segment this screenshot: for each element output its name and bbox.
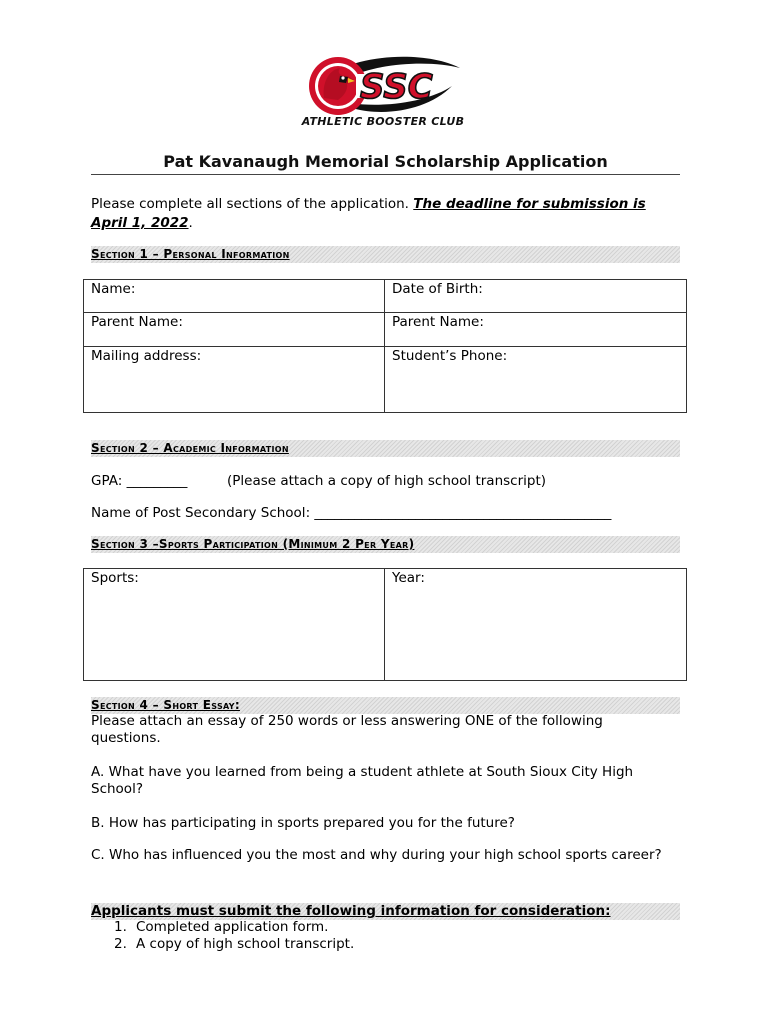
essay-instructions: Please attach an essay of 250 words or less answering ONE of the following questions. xyxy=(91,713,603,746)
gpa-note: (Please attach a copy of high school transcript) xyxy=(227,473,547,489)
parent-name-field-1[interactable]: Parent Name: xyxy=(84,313,385,347)
parent-name-field-2[interactable]: Parent Name: xyxy=(385,313,687,347)
requirements-header xyxy=(91,903,680,920)
title-divider xyxy=(91,174,680,175)
list-item xyxy=(91,919,354,936)
section-3-header xyxy=(91,536,680,553)
essay-question-b: B. How has participating in sports prepared you for the future? xyxy=(91,815,515,831)
deadline-text: The deadline for submission is April 1, 2022 xyxy=(91,196,646,231)
mailing-address-field[interactable]: Mailing address: xyxy=(84,347,385,413)
section-1-title: Section 1 – Personal Information xyxy=(91,247,290,261)
essay-question-c: C. Who has influenced you the most and why during your high school sports career? xyxy=(91,847,662,863)
section-2-header xyxy=(91,440,680,457)
page-title: Pat Kavanaugh Memorial Scholarship Application xyxy=(163,152,608,171)
section-1-header xyxy=(91,246,680,263)
section-3-title: Section 3 –Sports Participation (Minimum 2 Per Year) xyxy=(91,537,415,551)
intro-text: Please complete all sections of the application. xyxy=(91,196,414,212)
intro-end: . xyxy=(188,215,193,231)
year-field[interactable]: Year: xyxy=(385,569,687,681)
list-text: A copy of high school transcript. xyxy=(136,936,355,952)
requirements-title: Applicants must submit the following information for consideration: xyxy=(91,903,611,919)
section-4-title: Section 4 – Short Essay: xyxy=(91,698,240,712)
sports-participation-table xyxy=(83,568,687,681)
logo-caption: ATHLETIC BOOSTER CLUB xyxy=(301,115,465,128)
personal-info-table xyxy=(83,279,687,413)
list-number: 1. xyxy=(114,919,127,935)
list-number: 2. xyxy=(114,936,127,952)
logo-text: SSC xyxy=(360,67,433,107)
section-2-title: Section 2 – Academic Information xyxy=(91,441,289,455)
section-4-header xyxy=(91,697,680,714)
essay-question-a: A. What have you learned from being a student athlete at South Sioux City High School? xyxy=(91,764,634,797)
list-text: Completed application form. xyxy=(136,919,329,935)
name-field[interactable]: Name: xyxy=(84,280,385,313)
date-of-birth-field[interactable]: Date of Birth: xyxy=(385,280,687,313)
student-phone-field[interactable]: Student’s Phone: xyxy=(385,347,687,413)
intro-paragraph xyxy=(91,195,681,233)
list-item xyxy=(91,936,354,953)
sports-field[interactable]: Sports: xyxy=(84,569,385,681)
requirements-list xyxy=(91,919,354,953)
post-secondary-school-field[interactable]: Name of Post Secondary School: ____________________________________________ xyxy=(91,505,612,521)
gpa-field[interactable]: GPA: _________ xyxy=(91,473,188,489)
